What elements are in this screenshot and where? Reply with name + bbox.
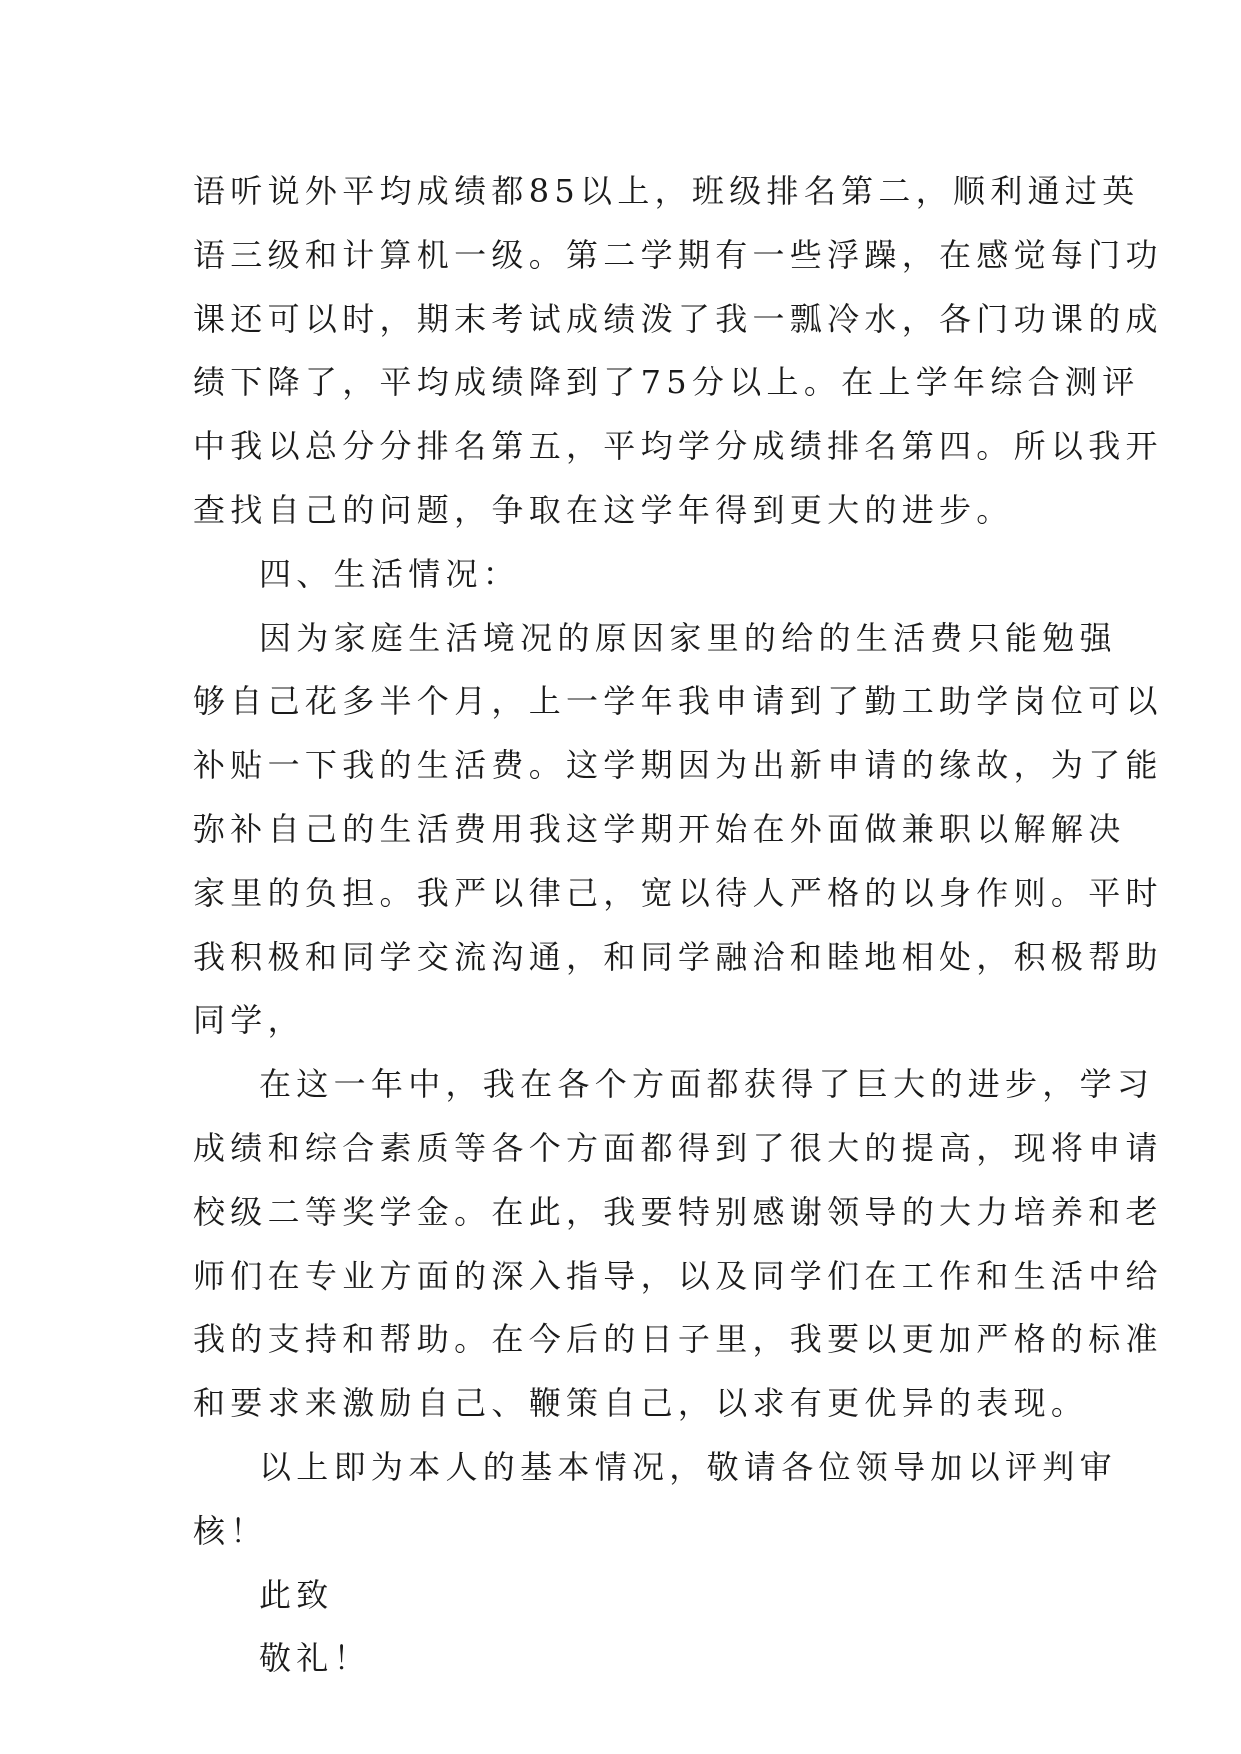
text-line: 我积极和同学交流沟通，和同学融洽和睦地相处，积极帮助	[193, 937, 1163, 976]
text-line: 绩下降了，平均成绩降到了75分以上。在上学年综合测评	[193, 363, 1140, 402]
text-line: 中我以总分分排名第五，平均学分成绩排名第四。所以我开	[193, 427, 1163, 466]
text-line: 课还可以时，期末考试成绩泼了我一瓢冷水，各门功课的成	[193, 299, 1163, 338]
text-line: 和要求来激励自己、鞭策自己，以求有更优异的表现。	[193, 1384, 1089, 1423]
text-line: 家里的负担。我严以律己，宽以待人严格的以身作则。平时	[193, 873, 1163, 912]
text-line: 以上即为本人的基本情况，敬请各位领导加以评判审	[259, 1447, 1117, 1486]
text-line: 够自己花多半个月，上一学年我申请到了勤工助学岗位可以	[193, 682, 1163, 721]
section-heading: 四、生活情况：	[259, 554, 521, 593]
text-line: 我的支持和帮助。在今后的日子里，我要以更加严格的标准	[193, 1320, 1163, 1359]
text-line: 校级二等奖学金。在此，我要特别感谢领导的大力培养和老	[193, 1192, 1163, 1231]
text-line: 在这一年中，我在各个方面都获得了巨大的进步，学习	[259, 1065, 1155, 1104]
closing-salutation: 此致	[259, 1575, 334, 1614]
text-line: 核！	[193, 1511, 268, 1550]
closing-regards: 敬礼！	[259, 1639, 371, 1678]
text-line: 成绩和综合素质等各个方面都得到了很大的提高，现将申请	[193, 1128, 1163, 1167]
text-line: 弥补自己的生活费用我这学期开始在外面做兼职以解解决	[193, 809, 1126, 848]
document-page	[193, 160, 1163, 1691]
text-line: 师们在专业方面的深入指导，以及同学们在工作和生活中给	[193, 1256, 1163, 1295]
text-line: 同学，	[193, 1001, 305, 1040]
text-line: 补贴一下我的生活费。这学期因为出新申请的缘故，为了能	[193, 746, 1163, 785]
text-line: 因为家庭生活境况的原因家里的给的生活费只能勉强	[259, 618, 1117, 657]
text-line: 语听说外平均成绩都85以上，班级排名第二，顺利通过英	[193, 172, 1140, 210]
text-line: 查找自己的问题，争取在这学年得到更大的进步。	[193, 490, 1014, 529]
text-line: 语三级和计算机一级。第二学期有一些浮躁，在感觉每门功	[193, 235, 1163, 274]
